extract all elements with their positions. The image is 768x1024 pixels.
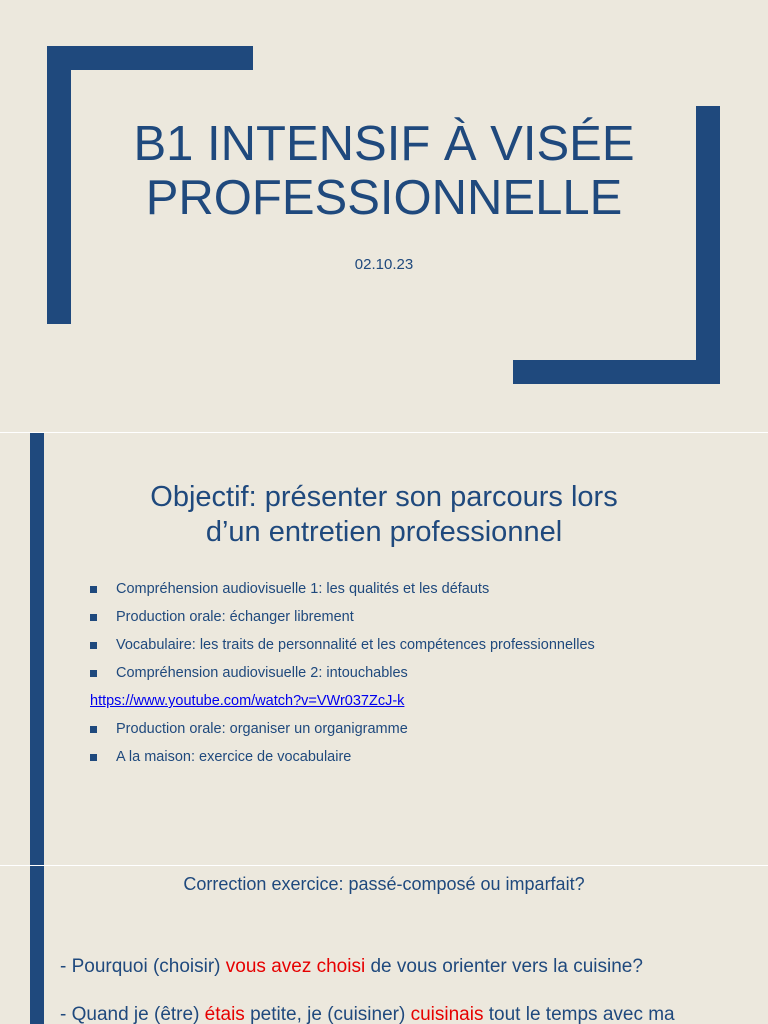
objective-list xyxy=(90,575,750,771)
answer-text: cuisinais xyxy=(410,1004,484,1024)
list-item: A la maison: exercice de vocabulaire xyxy=(90,743,750,771)
presentation-date: 02.10.23 xyxy=(354,256,414,273)
list-item: Production orale: organiser un organigramme xyxy=(90,715,750,743)
exercise-sentence-2: - Quand je (être) étais petite, je (cuisiner) cuisinais tout le temps avec ma xyxy=(60,1004,675,1024)
objective-title xyxy=(60,480,708,550)
answer-text: vous avez choisi xyxy=(225,956,366,977)
square-bullet-icon xyxy=(90,726,97,733)
square-bullet-icon xyxy=(90,754,97,761)
bracket-top-left-horizontal xyxy=(47,46,253,70)
left-accent-bar xyxy=(30,433,44,865)
exercise-sentence-1: - Pourquoi (choisir) vous avez choisi de vous orienter vers la cuisine? xyxy=(60,956,643,977)
objective-title-line-2: d’un entretien professionnel xyxy=(205,515,563,548)
bracket-bottom-right-horizontal xyxy=(513,360,720,384)
title-line-2: PROFESSIONNELLE xyxy=(145,170,623,225)
list-item: Compréhension audiovisuelle 2: intouchables xyxy=(90,659,750,687)
youtube-link[interactable]: https://www.youtube.com/watch?v=VWr037ZcJ-k xyxy=(90,693,405,709)
square-bullet-icon xyxy=(90,670,97,677)
list-item: Production orale: échanger librement xyxy=(90,603,750,631)
presentation-title xyxy=(60,118,708,226)
list-item: Compréhension audiovisuelle 1: les qualités et les défauts xyxy=(90,575,750,603)
title-slide xyxy=(0,0,768,432)
square-bullet-icon xyxy=(90,642,97,649)
correction-slide xyxy=(0,866,768,1024)
title-line-1: B1 INTENSIF À VISÉE xyxy=(133,117,635,171)
square-bullet-icon xyxy=(90,586,97,593)
correction-title: Correction exercice: passé-composé ou imparfait? xyxy=(183,874,585,894)
objectives-slide xyxy=(0,433,768,865)
list-item: Vocabulaire: les traits de personnalité et les compétences professionnelles xyxy=(90,631,750,659)
answer-text: étais xyxy=(204,1004,245,1024)
square-bullet-icon xyxy=(90,614,97,621)
objective-title-line-1: Objectif: présenter son parcours lors xyxy=(150,481,618,513)
